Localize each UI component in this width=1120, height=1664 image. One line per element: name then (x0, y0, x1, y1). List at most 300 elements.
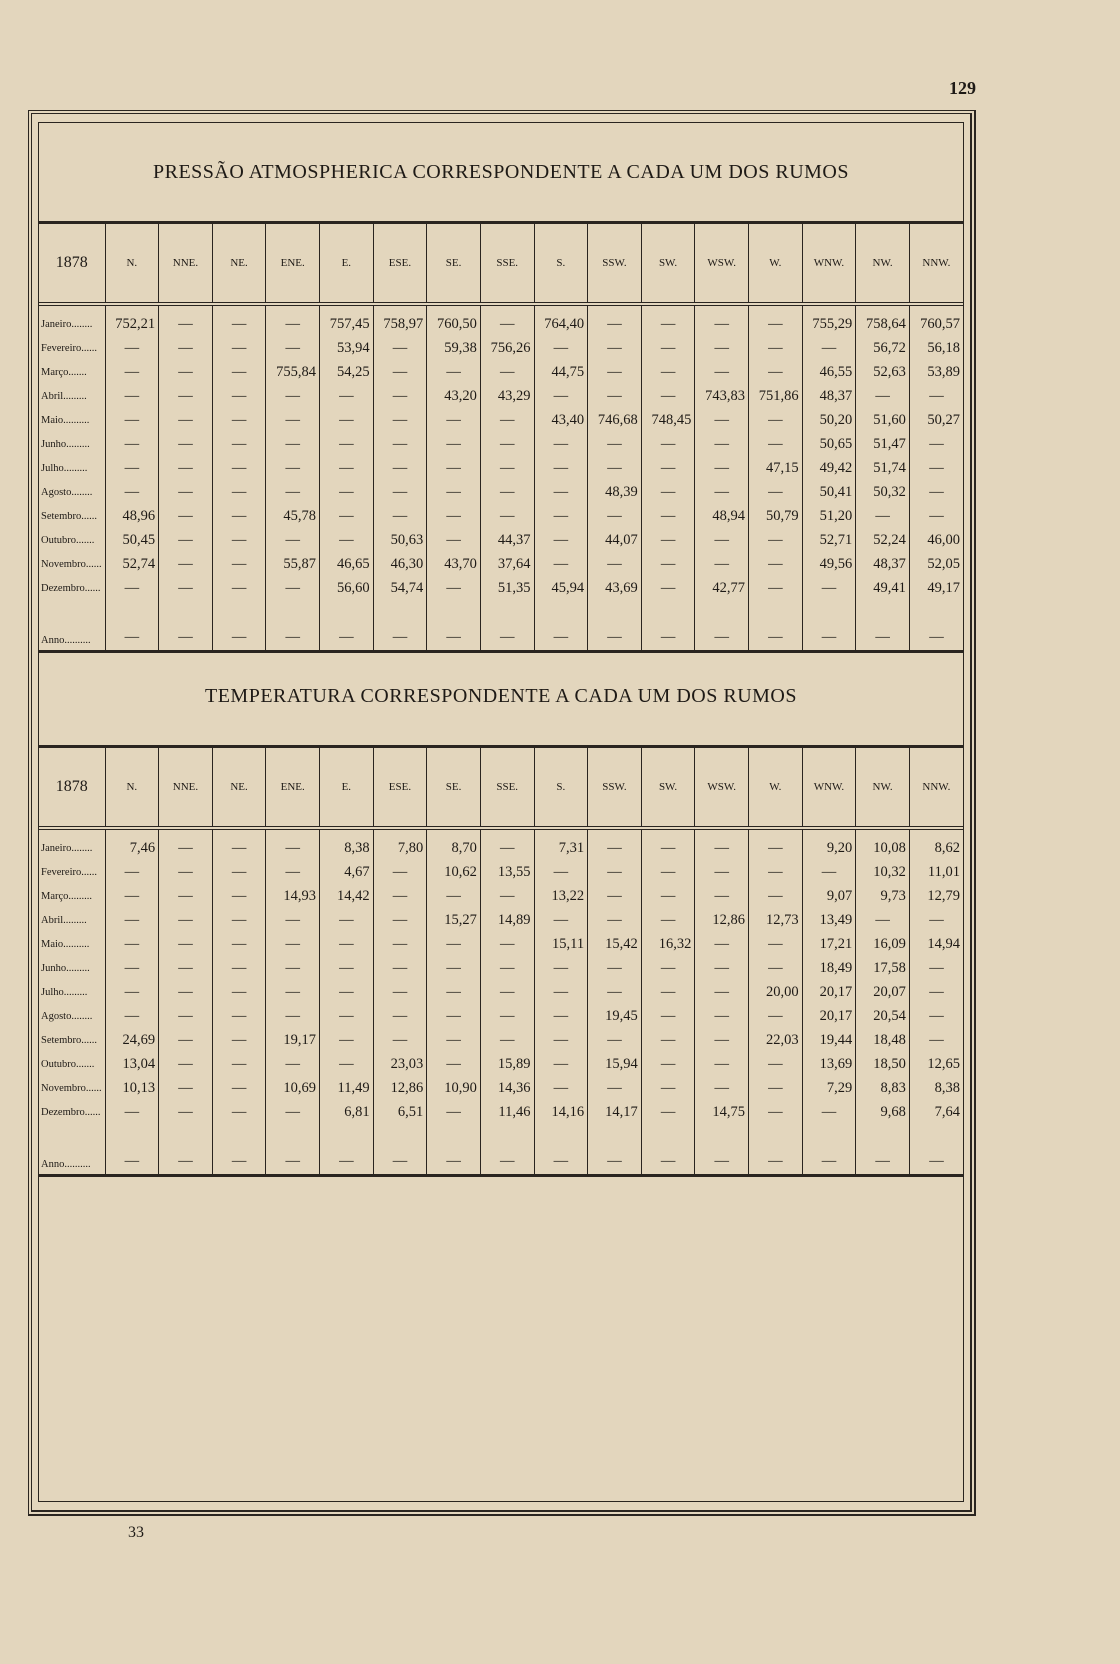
temperature-column-header: NNW. (909, 747, 963, 829)
pressure-value-cell: 52,71 (802, 528, 856, 552)
temperature-value-cell: — (588, 980, 642, 1004)
temperature-value-cell: — (159, 980, 213, 1004)
pressure-table-row (39, 432, 963, 456)
pressure-value-cell: — (320, 600, 374, 652)
temperature-value-cell: 8,62 (909, 828, 963, 860)
temperature-value-cell: — (480, 1004, 534, 1028)
temperature-value-cell: — (320, 1124, 374, 1176)
pressure-value-cell: — (159, 408, 213, 432)
temperature-value-cell: — (266, 860, 320, 884)
temperature-month-label: Julho......... (41, 986, 88, 998)
temperature-value-cell: 9,68 (856, 1100, 910, 1124)
pressure-value-cell: 758,97 (373, 304, 427, 336)
pressure-column-header: S. (534, 223, 588, 305)
temperature-value-cell: — (802, 1100, 856, 1124)
temperature-value-cell: — (534, 1052, 588, 1076)
temperature-value-cell: — (695, 828, 749, 860)
temperature-value-cell: — (802, 1124, 856, 1176)
temperature-value-cell: 14,42 (320, 884, 374, 908)
pressure-value-cell: 46,65 (320, 552, 374, 576)
pressure-value-cell: — (588, 432, 642, 456)
page-frame-inner (38, 122, 964, 1502)
temperature-value-cell: — (480, 828, 534, 860)
pressure-value-cell: — (373, 600, 427, 652)
temperature-value-cell: 9,07 (802, 884, 856, 908)
pressure-value-cell: — (802, 600, 856, 652)
temperature-value-cell: 10,32 (856, 860, 910, 884)
temperature-month-label: Agosto........ (41, 1010, 93, 1022)
pressure-value-cell: — (588, 360, 642, 384)
pressure-value-cell: 43,20 (427, 384, 481, 408)
pressure-value-cell: — (534, 552, 588, 576)
temperature-value-cell: 13,49 (802, 908, 856, 932)
pressure-value-cell: 43,70 (427, 552, 481, 576)
pressure-value-cell: — (695, 408, 749, 432)
temperature-value-cell: — (588, 1076, 642, 1100)
pressure-value-cell: 50,41 (802, 480, 856, 504)
pressure-table (39, 221, 963, 653)
pressure-value-cell: — (427, 408, 481, 432)
pressure-value-cell: — (534, 432, 588, 456)
pressure-value-cell: 56,18 (909, 336, 963, 360)
temperature-column-header: ESE. (373, 747, 427, 829)
pressure-column-header: N. (105, 223, 159, 305)
pressure-value-cell: — (427, 504, 481, 528)
pressure-value-cell: 746,68 (588, 408, 642, 432)
temperature-value-cell: — (695, 980, 749, 1004)
temperature-value-cell: — (159, 932, 213, 956)
pressure-value-cell: 751,86 (749, 384, 803, 408)
pressure-value-cell: 50,65 (802, 432, 856, 456)
pressure-value-cell: 49,42 (802, 456, 856, 480)
pressure-value-cell: — (320, 456, 374, 480)
pressure-value-cell: — (534, 480, 588, 504)
temperature-value-cell: — (909, 1124, 963, 1176)
temperature-value-cell: — (695, 1052, 749, 1076)
temperature-value-cell: — (373, 884, 427, 908)
pressure-value-cell: 50,79 (749, 504, 803, 528)
pressure-value-cell: — (212, 384, 266, 408)
pressure-value-cell: — (212, 600, 266, 652)
pressure-value-cell: 760,57 (909, 304, 963, 336)
temperature-value-cell: — (641, 956, 695, 980)
pressure-value-cell: — (909, 456, 963, 480)
temperature-table-row (39, 908, 963, 932)
pressure-value-cell: — (749, 336, 803, 360)
pressure-value-cell: — (427, 360, 481, 384)
pressure-value-cell: 49,17 (909, 576, 963, 600)
temperature-column-header: NNE. (159, 747, 213, 829)
temperature-table-row (39, 860, 963, 884)
pressure-month-label: Maio.......... (41, 414, 90, 426)
pressure-table-row (39, 456, 963, 480)
temperature-value-cell: — (427, 884, 481, 908)
temperature-value-cell: — (373, 1004, 427, 1028)
pressure-value-cell: — (320, 384, 374, 408)
pressure-value-cell: — (749, 600, 803, 652)
pressure-value-cell: — (641, 384, 695, 408)
pressure-month-label: Março....... (41, 366, 87, 378)
temperature-value-cell: — (159, 860, 213, 884)
temperature-value-cell: — (641, 908, 695, 932)
temperature-value-cell: 12,86 (373, 1076, 427, 1100)
temperature-value-cell: — (749, 828, 803, 860)
pressure-table-row (39, 336, 963, 360)
pressure-value-cell: — (641, 552, 695, 576)
temperature-value-cell: — (105, 1124, 159, 1176)
temperature-value-cell: — (641, 884, 695, 908)
temperature-value-cell: 20,00 (749, 980, 803, 1004)
temperature-value-cell: — (695, 860, 749, 884)
temperature-value-cell: — (909, 980, 963, 1004)
pressure-value-cell: — (695, 456, 749, 480)
pressure-value-cell: 46,30 (373, 552, 427, 576)
temperature-value-cell: — (749, 1004, 803, 1028)
temperature-value-cell: 14,16 (534, 1100, 588, 1124)
temperature-value-cell: 15,89 (480, 1052, 534, 1076)
temperature-month-label: Fevereiro...... (41, 866, 97, 878)
temperature-table-row (39, 1028, 963, 1052)
temperature-value-cell: 19,45 (588, 1004, 642, 1028)
pressure-value-cell: 46,00 (909, 528, 963, 552)
pressure-value-cell: 51,20 (802, 504, 856, 528)
pressure-month-label: Abril......... (41, 390, 87, 402)
temperature-value-cell: — (909, 1028, 963, 1052)
temperature-value-cell: — (641, 1052, 695, 1076)
pressure-value-cell: 51,47 (856, 432, 910, 456)
temperature-value-cell: — (320, 980, 374, 1004)
pressure-value-cell: — (159, 528, 213, 552)
pressure-value-cell: 756,26 (480, 336, 534, 360)
temperature-value-cell: 17,21 (802, 932, 856, 956)
temperature-value-cell: 24,69 (105, 1028, 159, 1052)
pressure-value-cell: — (266, 304, 320, 336)
pressure-value-cell: — (856, 600, 910, 652)
temperature-value-cell: 16,09 (856, 932, 910, 956)
pressure-table-row (39, 384, 963, 408)
temperature-month-label: Abril......... (41, 914, 87, 926)
temperature-value-cell: — (373, 860, 427, 884)
pressure-value-cell: — (749, 480, 803, 504)
pressure-value-cell: — (480, 480, 534, 504)
temperature-value-cell: — (373, 932, 427, 956)
pressure-value-cell: 50,32 (856, 480, 910, 504)
temperature-value-cell: 10,69 (266, 1076, 320, 1100)
pressure-table-row (39, 480, 963, 504)
temperature-value-cell: — (427, 1100, 481, 1124)
pressure-title: PRESSÃO ATMOSPHERICA CORRESPONDENTE A CADA UM DOS RUMOS (153, 161, 849, 183)
pressure-value-cell: 755,29 (802, 304, 856, 336)
temperature-value-cell: — (695, 956, 749, 980)
temperature-value-cell: — (105, 956, 159, 980)
pressure-value-cell: — (588, 600, 642, 652)
temperature-value-cell: — (105, 932, 159, 956)
pressure-value-cell: — (159, 432, 213, 456)
temperature-column-header: WNW. (802, 747, 856, 829)
temperature-month-label: Março......... (41, 890, 93, 902)
temperature-value-cell: — (480, 1028, 534, 1052)
pressure-value-cell: — (641, 456, 695, 480)
pressure-value-cell: 758,64 (856, 304, 910, 336)
pressure-value-cell: — (480, 456, 534, 480)
temperature-value-cell: 7,29 (802, 1076, 856, 1100)
pressure-value-cell: 54,74 (373, 576, 427, 600)
pressure-month-label: Novembro...... (41, 558, 102, 570)
temperature-value-cell: — (373, 1028, 427, 1052)
temperature-value-cell: — (641, 1124, 695, 1176)
temperature-value-cell: — (695, 1124, 749, 1176)
pressure-value-cell: — (105, 600, 159, 652)
temperature-value-cell: — (909, 908, 963, 932)
pressure-value-cell: — (588, 384, 642, 408)
temperature-value-cell: 14,17 (588, 1100, 642, 1124)
pressure-value-cell: — (373, 408, 427, 432)
pressure-value-cell: — (373, 336, 427, 360)
pressure-table-row (39, 408, 963, 432)
pressure-value-cell: 45,94 (534, 576, 588, 600)
temperature-month-label: Novembro...... (41, 1082, 102, 1094)
temperature-value-cell: — (212, 956, 266, 980)
temperature-month-label: Janeiro........ (41, 842, 93, 854)
pressure-value-cell: — (480, 360, 534, 384)
pressure-value-cell: 755,84 (266, 360, 320, 384)
temperature-value-cell: — (749, 1100, 803, 1124)
temperature-column-header: ENE. (266, 747, 320, 829)
temperature-month-label: Anno.......... (41, 1159, 91, 1170)
pressure-value-cell: — (641, 576, 695, 600)
pressure-value-cell: — (373, 504, 427, 528)
pressure-value-cell: 43,40 (534, 408, 588, 432)
temperature-value-cell: — (159, 1028, 213, 1052)
pressure-value-cell: — (909, 384, 963, 408)
pressure-value-cell: — (266, 600, 320, 652)
temperature-value-cell: — (212, 884, 266, 908)
temperature-value-cell: — (534, 1004, 588, 1028)
pressure-value-cell: — (749, 360, 803, 384)
pressure-month-label: Outubro....... (41, 534, 95, 546)
temperature-value-cell: 11,49 (320, 1076, 374, 1100)
pressure-year-header: 1878 (39, 223, 105, 305)
temperature-value-cell: — (320, 1004, 374, 1028)
temperature-value-cell: — (588, 1124, 642, 1176)
pressure-table-row (39, 304, 963, 336)
temperature-value-cell: — (159, 828, 213, 860)
temperature-value-cell: — (159, 884, 213, 908)
temperature-value-cell: — (909, 1004, 963, 1028)
temperature-value-cell: 12,86 (695, 908, 749, 932)
pressure-column-header: ESE. (373, 223, 427, 305)
temperature-value-cell: 13,69 (802, 1052, 856, 1076)
temperature-value-cell: — (266, 980, 320, 1004)
pressure-value-cell: — (212, 552, 266, 576)
temperature-value-cell: — (266, 1100, 320, 1124)
pressure-value-cell: — (749, 552, 803, 576)
pressure-value-cell: 748,45 (641, 408, 695, 432)
pressure-value-cell: — (159, 504, 213, 528)
pressure-value-cell: — (534, 600, 588, 652)
pressure-value-cell: 51,60 (856, 408, 910, 432)
pressure-value-cell: — (856, 384, 910, 408)
pressure-value-cell: — (212, 360, 266, 384)
pressure-value-cell: — (695, 304, 749, 336)
temperature-value-cell: 7,31 (534, 828, 588, 860)
temperature-value-cell: — (212, 1100, 266, 1124)
temperature-value-cell: 11,01 (909, 860, 963, 884)
temperature-column-header: SW. (641, 747, 695, 829)
pressure-value-cell: — (105, 384, 159, 408)
temperature-value-cell: 6,81 (320, 1100, 374, 1124)
pressure-value-cell: 43,69 (588, 576, 642, 600)
temperature-value-cell: 10,08 (856, 828, 910, 860)
temperature-table-row (39, 980, 963, 1004)
temperature-value-cell: — (641, 980, 695, 1004)
pressure-value-cell: — (695, 480, 749, 504)
pressure-table-row (39, 552, 963, 576)
temperature-value-cell: — (159, 1004, 213, 1028)
pressure-column-header: SSW. (588, 223, 642, 305)
pressure-month-label: Dezembro...... (41, 582, 101, 594)
pressure-column-header: E. (320, 223, 374, 305)
temperature-value-cell: — (641, 828, 695, 860)
pressure-value-cell: — (641, 504, 695, 528)
page-frame (28, 110, 976, 1516)
pressure-month-label: Agosto........ (41, 486, 93, 498)
pressure-value-cell: — (641, 360, 695, 384)
temperature-value-cell: — (909, 956, 963, 980)
pressure-value-cell: 54,25 (320, 360, 374, 384)
pressure-value-cell: 50,45 (105, 528, 159, 552)
pressure-value-cell: — (159, 336, 213, 360)
temperature-value-cell: — (588, 956, 642, 980)
pressure-value-cell: — (534, 456, 588, 480)
pressure-value-cell: 51,74 (856, 456, 910, 480)
temperature-value-cell: 10,90 (427, 1076, 481, 1100)
temperature-value-cell: — (266, 1004, 320, 1028)
temperature-value-cell: — (105, 884, 159, 908)
temperature-value-cell: 12,65 (909, 1052, 963, 1076)
temperature-month-label: Maio.......... (41, 938, 90, 950)
temperature-table-row (39, 1052, 963, 1076)
temperature-value-cell: — (856, 1124, 910, 1176)
temperature-value-cell: 12,73 (749, 908, 803, 932)
temperature-value-cell: — (373, 956, 427, 980)
pressure-value-cell: 47,15 (749, 456, 803, 480)
temperature-value-cell: — (105, 1004, 159, 1028)
temperature-value-cell: — (427, 1028, 481, 1052)
temperature-value-cell: — (212, 860, 266, 884)
pressure-value-cell: — (695, 360, 749, 384)
pressure-value-cell: — (320, 480, 374, 504)
temperature-value-cell: 18,50 (856, 1052, 910, 1076)
pressure-value-cell: — (588, 336, 642, 360)
pressure-value-cell: 44,37 (480, 528, 534, 552)
temperature-value-cell: — (427, 1124, 481, 1176)
temperature-value-cell: 15,27 (427, 908, 481, 932)
pressure-value-cell: — (212, 576, 266, 600)
pressure-month-label: Julho......... (41, 462, 88, 474)
temperature-column-header: SSE. (480, 747, 534, 829)
temperature-table-row (39, 1076, 963, 1100)
temperature-value-cell: 20,07 (856, 980, 910, 1004)
page-number: 129 (949, 78, 976, 98)
temperature-value-cell: — (749, 1124, 803, 1176)
pressure-value-cell: — (480, 504, 534, 528)
temperature-value-cell: 14,89 (480, 908, 534, 932)
pressure-value-cell: — (695, 432, 749, 456)
pressure-value-cell: — (749, 304, 803, 336)
pressure-value-cell: 44,75 (534, 360, 588, 384)
pressure-value-cell: — (588, 552, 642, 576)
temperature-value-cell: — (534, 1076, 588, 1100)
pressure-value-cell: — (373, 456, 427, 480)
temperature-value-cell: — (266, 828, 320, 860)
pressure-value-cell: — (641, 600, 695, 652)
pressure-value-cell: — (909, 432, 963, 456)
temperature-value-cell: 14,36 (480, 1076, 534, 1100)
temperature-value-cell: 7,80 (373, 828, 427, 860)
pressure-value-cell: — (266, 384, 320, 408)
temperature-value-cell: 10,62 (427, 860, 481, 884)
temperature-value-cell: 20,17 (802, 1004, 856, 1028)
temperature-table (39, 745, 963, 1177)
temperature-value-cell: 14,75 (695, 1100, 749, 1124)
pressure-table-row (39, 360, 963, 384)
pressure-value-cell: — (588, 456, 642, 480)
pressure-month-label: Junho......... (41, 438, 90, 450)
pressure-column-header: WSW. (695, 223, 749, 305)
temperature-value-cell: — (427, 1004, 481, 1028)
pressure-value-cell: — (212, 304, 266, 336)
pressure-value-cell: — (856, 504, 910, 528)
pressure-value-cell: — (159, 304, 213, 336)
temperature-value-cell: 17,58 (856, 956, 910, 980)
temperature-value-cell: — (212, 980, 266, 1004)
pressure-value-cell: 45,78 (266, 504, 320, 528)
temperature-column-header: WSW. (695, 747, 749, 829)
pressure-value-cell: — (480, 304, 534, 336)
temperature-value-cell: 19,17 (266, 1028, 320, 1052)
pressure-value-cell: — (212, 336, 266, 360)
temperature-value-cell: — (212, 1052, 266, 1076)
temperature-value-cell: 15,94 (588, 1052, 642, 1076)
temperature-value-cell: 16,32 (641, 932, 695, 956)
pressure-table-row (39, 600, 963, 652)
pressure-value-cell: 50,20 (802, 408, 856, 432)
temperature-value-cell: — (749, 884, 803, 908)
pressure-value-cell: — (909, 480, 963, 504)
pressure-column-header: WNW. (802, 223, 856, 305)
temperature-value-cell: — (320, 908, 374, 932)
temperature-table-row (39, 1100, 963, 1124)
pressure-column-header: W. (749, 223, 803, 305)
temperature-month-label: Dezembro...... (41, 1106, 101, 1118)
pressure-value-cell: — (427, 456, 481, 480)
pressure-value-cell: — (212, 528, 266, 552)
temperature-value-cell: 12,79 (909, 884, 963, 908)
pressure-value-cell: — (534, 384, 588, 408)
pressure-value-cell: — (373, 384, 427, 408)
temperature-value-cell: — (588, 828, 642, 860)
temperature-column-header: N. (105, 747, 159, 829)
pressure-value-cell: — (105, 576, 159, 600)
pressure-value-cell: 48,96 (105, 504, 159, 528)
pressure-value-cell: — (159, 576, 213, 600)
pressure-value-cell: 56,72 (856, 336, 910, 360)
pressure-value-cell: 43,29 (480, 384, 534, 408)
pressure-value-cell: — (373, 480, 427, 504)
footer-signature-mark: 33 (128, 1524, 144, 1541)
pressure-value-cell: — (695, 336, 749, 360)
